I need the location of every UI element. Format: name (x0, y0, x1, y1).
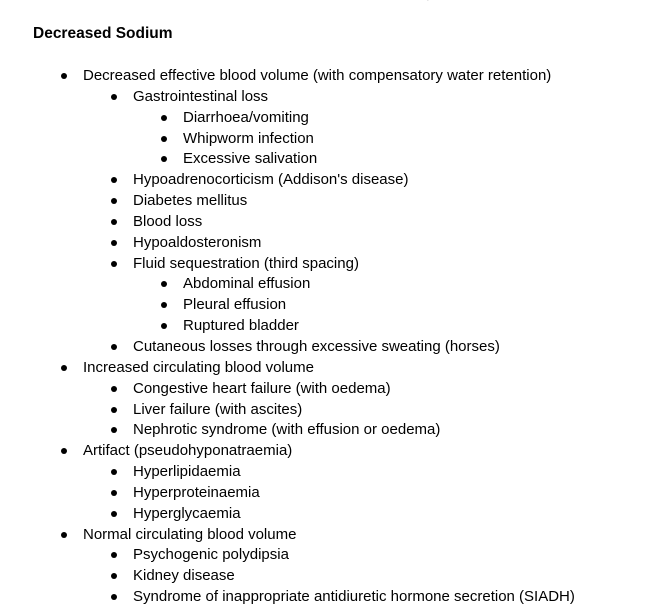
list-item-level-1 (0, 191, 658, 212)
list-item-level-2 (0, 274, 658, 295)
bullet-icon (161, 323, 167, 329)
list-item-level-0 (0, 525, 658, 546)
list-item-text: Increased circulating blood volume (83, 358, 314, 376)
list-item-level-1 (0, 400, 658, 421)
list-item-text: Pleural effusion (183, 296, 287, 314)
list-item-text: Decreased effective blood volume (with compensatory water retention) (83, 67, 552, 84)
bullet-icon (161, 136, 167, 142)
list-item-level-1 (0, 483, 658, 504)
bullet-icon (111, 198, 117, 204)
list-item-level-2 (0, 295, 658, 316)
list-item-text: Liver failure (with ascites) (133, 400, 303, 418)
list-item-level-1 (0, 545, 658, 566)
list-item-text: Hyperglycaemia (133, 504, 241, 522)
bullet-icon (111, 427, 117, 433)
causes-bullet-list (0, 66, 658, 608)
list-item-text: Psychogenic polydipsia (133, 546, 289, 564)
list-item-text: Nephrotic syndrome (with effusion or oedema) (133, 421, 441, 439)
list-item-text: Cutaneous losses through excessive sweating (horses) (133, 337, 500, 355)
bullet-icon (111, 573, 117, 579)
list-item-text: Artifact (pseudohyponatraemia) (83, 442, 293, 460)
bullet-icon (161, 281, 167, 287)
bullet-icon (161, 115, 167, 121)
bullet-icon (161, 156, 167, 162)
list-item-text: Ruptured bladder (183, 317, 299, 335)
list-item-level-1 (0, 420, 658, 441)
bullet-icon (111, 344, 117, 350)
bullet-icon (111, 552, 117, 558)
list-item-level-1 (0, 566, 658, 587)
list-item-text: Diabetes mellitus (133, 192, 248, 210)
bullet-icon (111, 511, 117, 517)
list-item-level-1 (0, 87, 658, 108)
section-heading: Decreased Sodium (33, 25, 173, 42)
bullet-icon (111, 490, 117, 496)
list-item-level-1 (0, 212, 658, 233)
list-item-text: Abdominal effusion (183, 275, 311, 293)
list-item-level-0 (0, 66, 658, 87)
list-item-level-2 (0, 316, 658, 337)
bullet-icon (111, 240, 117, 246)
list-item-level-1 (0, 462, 658, 483)
bullet-icon (111, 219, 117, 225)
list-item-text: Syndrome of inappropriate antidiuretic hormone secretion (SIADH) (133, 588, 575, 606)
bullet-icon (111, 594, 117, 600)
list-item-text: Kidney disease (133, 567, 235, 585)
list-item-level-1 (0, 587, 658, 608)
list-item-level-1 (0, 337, 658, 358)
page-edge-mark (427, 0, 440, 3)
list-item-level-0 (0, 441, 658, 462)
bullet-icon (111, 261, 117, 267)
bullet-icon (161, 302, 167, 308)
list-item-text: Excessive salivation (183, 150, 318, 168)
bullet-icon (111, 386, 117, 392)
bullet-icon (111, 177, 117, 183)
list-item-level-0 (0, 358, 658, 379)
list-item-text: Congestive heart failure (with oedema) (133, 379, 391, 397)
list-item-level-1 (0, 170, 658, 191)
list-item-text: Hypoadrenocorticism (Addison's disease) (133, 171, 409, 189)
list-item-level-2 (0, 108, 658, 129)
list-item-level-1 (0, 379, 658, 400)
bullet-icon (111, 407, 117, 413)
list-item-text: Hyperlipidaemia (133, 463, 241, 481)
list-item-text: Gastrointestinal loss (133, 87, 269, 105)
bullet-icon (111, 469, 117, 475)
bullet-icon (111, 94, 117, 100)
list-item-text: Hypoaldosteronism (133, 233, 262, 251)
list-item-text: Whipworm infection (183, 129, 314, 147)
list-item-text: Fluid sequestration (third spacing) (133, 254, 359, 272)
bullet-icon (61, 365, 67, 371)
list-item-text: Hyperproteinaemia (133, 483, 260, 501)
list-item-level-1 (0, 254, 658, 275)
list-item-level-1 (0, 504, 658, 525)
list-item-text: Diarrhoea/vomiting (183, 108, 309, 126)
list-item-text: Normal circulating blood volume (83, 525, 297, 543)
list-item-level-1 (0, 233, 658, 254)
list-item-level-2 (0, 129, 658, 150)
list-item-level-2 (0, 149, 658, 170)
bullet-icon (61, 532, 67, 538)
bullet-icon (61, 448, 67, 454)
list-item-text: Blood loss (133, 212, 203, 230)
bullet-icon (61, 73, 67, 79)
